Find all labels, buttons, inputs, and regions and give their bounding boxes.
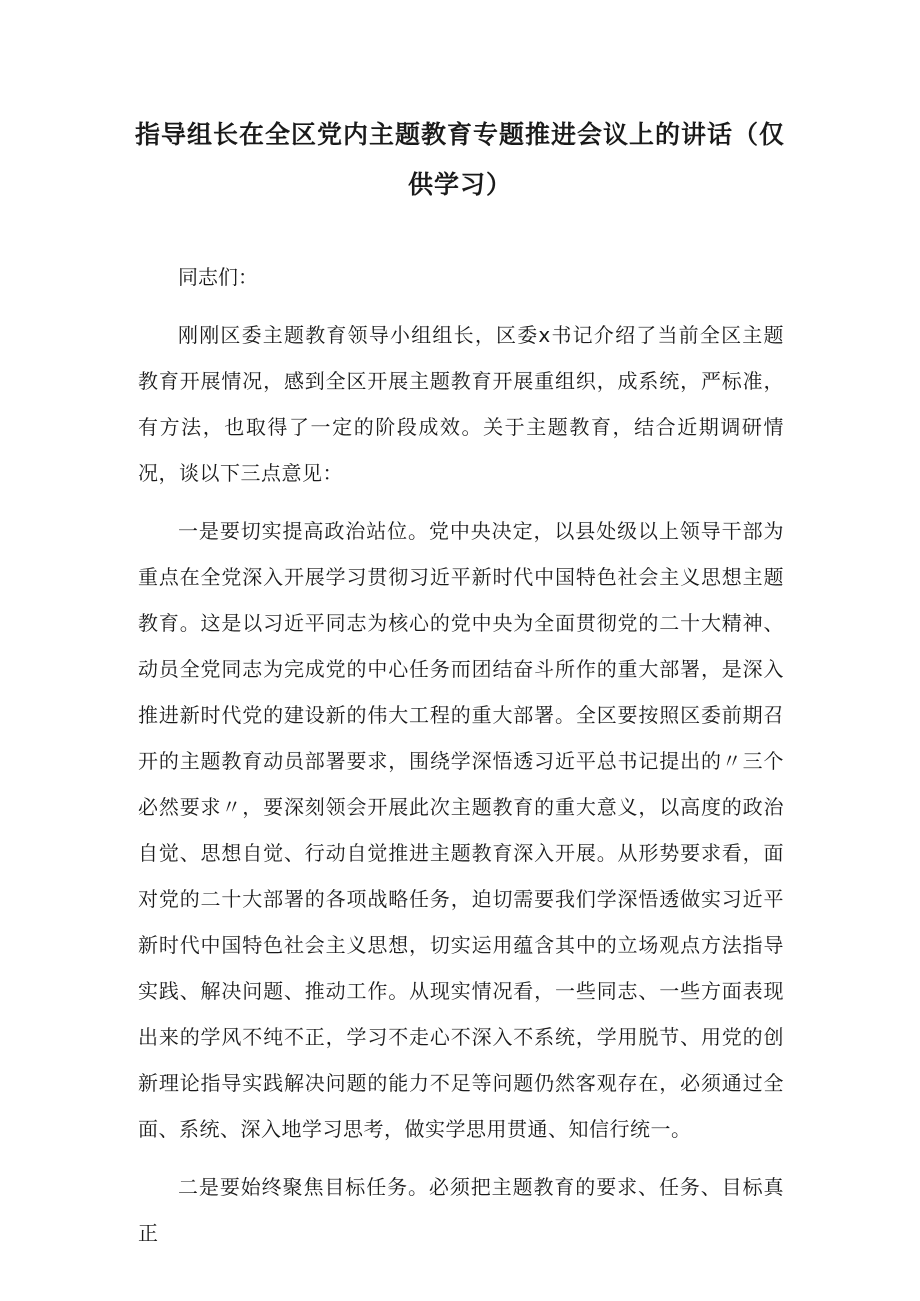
paragraph-intro: 刚刚区委主题教育领导小组组长，区委x书记介绍了当前全区主题教育开展情况，感到全区开展主题教育开展重组织，成系统，严标准，有方法，也取得了一定的阶段成效。关于主题教育，结合近期调研情况，谈以下三点意见： [138, 323, 784, 485]
spacer [138, 496, 784, 508]
document-body [138, 254, 784, 1256]
spacer [138, 1152, 784, 1164]
paragraph-point-two: 二是要始终聚焦目标任务。必须把主题教育的要求、任务、目标真正 [138, 1175, 784, 1245]
spacer [138, 300, 784, 312]
paragraph-point-one: 一是要切实提高政治站位。党中央决定，以县处级以上领导干部为重点在全党深入开展学习贯彻习近平新时代中国特色社会主义思想主题教育。这是以习近平同志为核心的党中央为全面贯彻党的二十大精神、动员全党同志为完成党的中心任务而团结奋斗所作的重大部署，是深入推进新时代党的建设新的伟大工程的重大部署。全区要按照区委前期召开的主题教育动员部署要求，围绕学深悟透习近平总书记提出的〃三个必然要求〃，要深刻领会开展此次主题教育的重大意义，以高度的政治自觉、思想自觉、行动自觉推进主题教育深入开展。从形势要求看，面对党的二十大部署的各项战略任务，迫切需要我们学深悟透做实习近平新时代中国特色社会主义思想，切实运用蕴含其中的立场观点方法指导实践、解决问题、推动工作。从现实情况看，一些同志、一些方面表现出来的学风不纯不正，学习不走心不深入不系统，学用脱节、用党的创新理论指导实践解决问题的能力不足等问题仍然客观存在，必须通过全面、系统、深入地学习思考，做实学思用贯通、知信行统一。 [138, 519, 784, 1141]
document-title: 指导组长在全区党内主题教育专题推进会议上的讲话（仅供学习） [134, 120, 785, 199]
salutation: 同志们： [178, 265, 258, 289]
